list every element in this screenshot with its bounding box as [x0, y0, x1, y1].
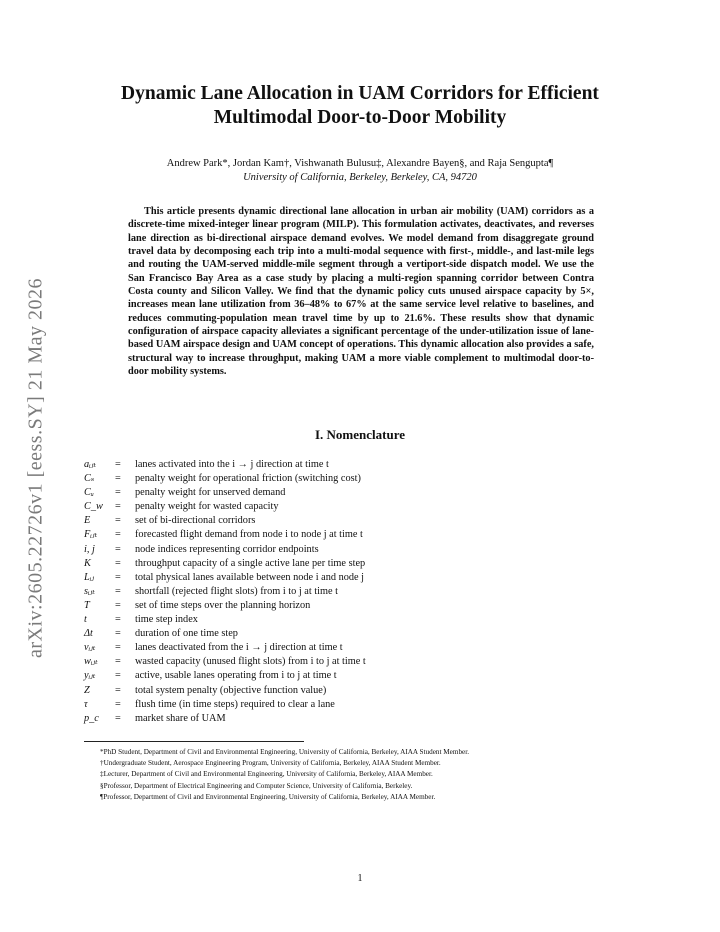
- nomenclature-row: [84, 712, 644, 726]
- nomenclature-definition: market share of UAM: [135, 712, 226, 724]
- nomenclature-equals: =: [115, 670, 121, 682]
- nomenclature-equals: =: [115, 473, 121, 485]
- nomenclature-equals: =: [115, 543, 121, 555]
- nomenclature-row: [84, 641, 644, 655]
- footnote: ¶Professor, Department of Civil and Environmental Engineering, University of California, Berkeley, AIAA Member.: [100, 792, 436, 801]
- nomenclature-equals: =: [115, 515, 121, 527]
- nomenclature-equals: =: [115, 628, 121, 640]
- nomenclature-row: [84, 669, 644, 683]
- arxiv-sidebar-id: arXiv:2605.22726v1 [eess.SY] 21 May 2026: [24, 278, 47, 658]
- page-number: 1: [357, 873, 363, 884]
- nomenclature-symbol: T: [84, 599, 90, 611]
- nomenclature-definition: total physical lanes available between node i and node j: [135, 571, 365, 583]
- nomenclature-definition: penalty weight for operational friction (switching cost): [135, 473, 361, 485]
- nomenclature-definition: wasted capacity (unused flight slots) from i to j at time t: [135, 656, 366, 668]
- footnote-rule: [84, 741, 304, 742]
- title-line-2: Multimodal Door-to-Door Mobility: [213, 107, 507, 128]
- nomenclature-equals: =: [115, 571, 121, 583]
- nomenclature-symbol: t: [84, 614, 87, 626]
- footnotes: [100, 747, 660, 803]
- nomenclature-row: [84, 698, 644, 712]
- footnote: *PhD Student, Department of Civil and Environmental Engineering, University of California, Berkeley, AIAA Student Member.: [100, 748, 470, 756]
- nomenclature-equals: =: [115, 656, 121, 668]
- nomenclature-row: [84, 684, 644, 698]
- nomenclature-definition: total system penalty (objective function value): [135, 684, 327, 696]
- nomenclature-definition: penalty weight for unserved demand: [135, 487, 286, 499]
- nomenclature-symbol: Cᵤ: [84, 487, 94, 499]
- nomenclature-equals: =: [115, 459, 121, 470]
- nomenclature-equals: =: [115, 585, 121, 597]
- nomenclature-equals: =: [115, 684, 121, 696]
- nomenclature-symbol: wᵢⱼₜ: [84, 656, 98, 668]
- nomenclature-row: [84, 514, 644, 528]
- nomenclature-row: [84, 613, 644, 627]
- nomenclature-definition: throughput capacity of a single active lane per time step: [135, 557, 366, 569]
- nomenclature-equals: =: [115, 557, 121, 569]
- nomenclature-definition: forecasted flight demand from node i to node j at time t: [135, 529, 363, 541]
- nomenclature-row: [84, 655, 644, 669]
- nomenclature-row: [84, 585, 644, 599]
- nomenclature-symbol: aᵢⱼₜ: [84, 459, 97, 470]
- nomenclature-symbol: Z: [84, 684, 90, 696]
- nomenclature-equals: =: [115, 487, 121, 499]
- nomenclature-row: [84, 500, 644, 514]
- nomenclature-definition: set of bi-directional corridors: [135, 515, 256, 527]
- nomenclature-definition: time step index: [135, 614, 198, 626]
- nomenclature-list: [84, 458, 644, 726]
- nomenclature-equals: =: [115, 599, 121, 611]
- affiliation: University of California, Berkeley, Berkeley, CA, 94720: [243, 172, 477, 183]
- nomenclature-definition: flush time (in time steps) required to clear a lane: [135, 698, 335, 710]
- nomenclature-definition: active, usable lanes operating from i to j at time t: [135, 670, 337, 682]
- nomenclature-symbol: Lᵢⱼ: [84, 571, 95, 583]
- abstract: This article presents dynamic directional lane allocation in urban air mobility (UAM) corridors as a discrete-time mixed-integer linear program (MILP). This formulation activates, deactivates, and reverses lane direction as bi-directional airspace demand evolves. We model demand from disaggregate ground travel data by decomposing each trip into a multi-modal sequence with first-, middle-, and last-mile legs and routing the UAM-served middle-mile segment through a vertiport-side dispatch model. We use the San Francisco Bay Area as a case study by placing a multi-region spanning corridor between Contra Costa county and Silicon Valley. We find that the dynamic policy cuts unused airspace capacity by 5×, increases mean lane utilization from 36–48% to 67% at the same service level relative to baselines, and reduces commuting-population mean travel time by up to 21.6%. These results show that dynamic configuration of airspace capacity alleviates a significant percentage of the under-utilization issue of lane-based UAM airspace design and UAM concept of operations. This dynamic allocation also provides a safe, structural way to increase throughput, making UAM a more viable complement to multimodal door-to-door mobility systems.: [128, 206, 594, 378]
- nomenclature-definition: set of time steps over the planning horizon: [135, 599, 311, 611]
- nomenclature-row: [84, 543, 644, 557]
- nomenclature-row: [84, 528, 644, 542]
- nomenclature-symbol: yᵢⱼₜ: [84, 670, 96, 682]
- nomenclature-equals: =: [115, 529, 121, 541]
- nomenclature-symbol: p_c: [84, 712, 99, 724]
- nomenclature-symbol: K: [84, 557, 91, 569]
- nomenclature-equals: =: [115, 712, 121, 724]
- nomenclature-row: [84, 486, 644, 500]
- nomenclature-definition: lanes deactivated from the i → j direction at time t: [135, 642, 343, 654]
- section-heading-nomenclature: I. Nomenclature: [314, 427, 406, 442]
- nomenclature-definition: shortfall (rejected flight slots) from i to j at time t: [135, 585, 339, 597]
- nomenclature-definition: lanes activated into the i → j direction at time t: [135, 459, 329, 470]
- nomenclature-row: [84, 571, 644, 585]
- nomenclature-symbol: E: [84, 515, 91, 527]
- nomenclature-symbol: Fᵢⱼₜ: [84, 529, 98, 541]
- nomenclature-equals: =: [115, 642, 121, 654]
- nomenclature-row: [84, 599, 644, 613]
- nomenclature-definition: penalty weight for wasted capacity: [135, 501, 279, 513]
- paper-title: [100, 82, 620, 130]
- nomenclature-symbol: C_w: [84, 501, 103, 513]
- nomenclature-row: [84, 627, 644, 641]
- nomenclature-row: [84, 458, 644, 472]
- nomenclature-symbol: Δt: [84, 628, 93, 640]
- footnote: †Undergraduate Student, Aerospace Engineering Program, University of California, Berkeley, AIAA Student Member.: [100, 759, 441, 768]
- nomenclature-definition: duration of one time step: [135, 628, 238, 640]
- nomenclature-row: [84, 557, 644, 571]
- nomenclature-row: [84, 472, 644, 486]
- nomenclature-symbol: Cₛ: [84, 473, 95, 485]
- nomenclature-symbol: i, j: [84, 543, 95, 555]
- nomenclature-equals: =: [115, 614, 121, 626]
- nomenclature-equals: =: [115, 698, 121, 710]
- footnote: §Professor, Department of Electrical Engineering and Computer Science, University of California, Berkeley.: [100, 781, 413, 790]
- author-list: Andrew Park*, Jordan Kam†, Vishwanath Bulusu‡, Alexandre Bayen§, and Raja Sengupta¶: [166, 158, 554, 169]
- nomenclature-symbol: τ: [84, 698, 88, 710]
- nomenclature-equals: =: [115, 501, 121, 513]
- nomenclature-symbol: sᵢⱼₜ: [84, 585, 95, 597]
- nomenclature-definition: node indices representing corridor endpoints: [135, 543, 319, 555]
- footnote: ‡Lecturer, Department of Civil and Environmental Engineering, University of California, Berkeley, AIAA Member.: [100, 770, 433, 779]
- title-line-1: Dynamic Lane Allocation in UAM Corridors for Efficient: [121, 83, 599, 104]
- nomenclature-symbol: vᵢⱼₜ: [84, 642, 96, 654]
